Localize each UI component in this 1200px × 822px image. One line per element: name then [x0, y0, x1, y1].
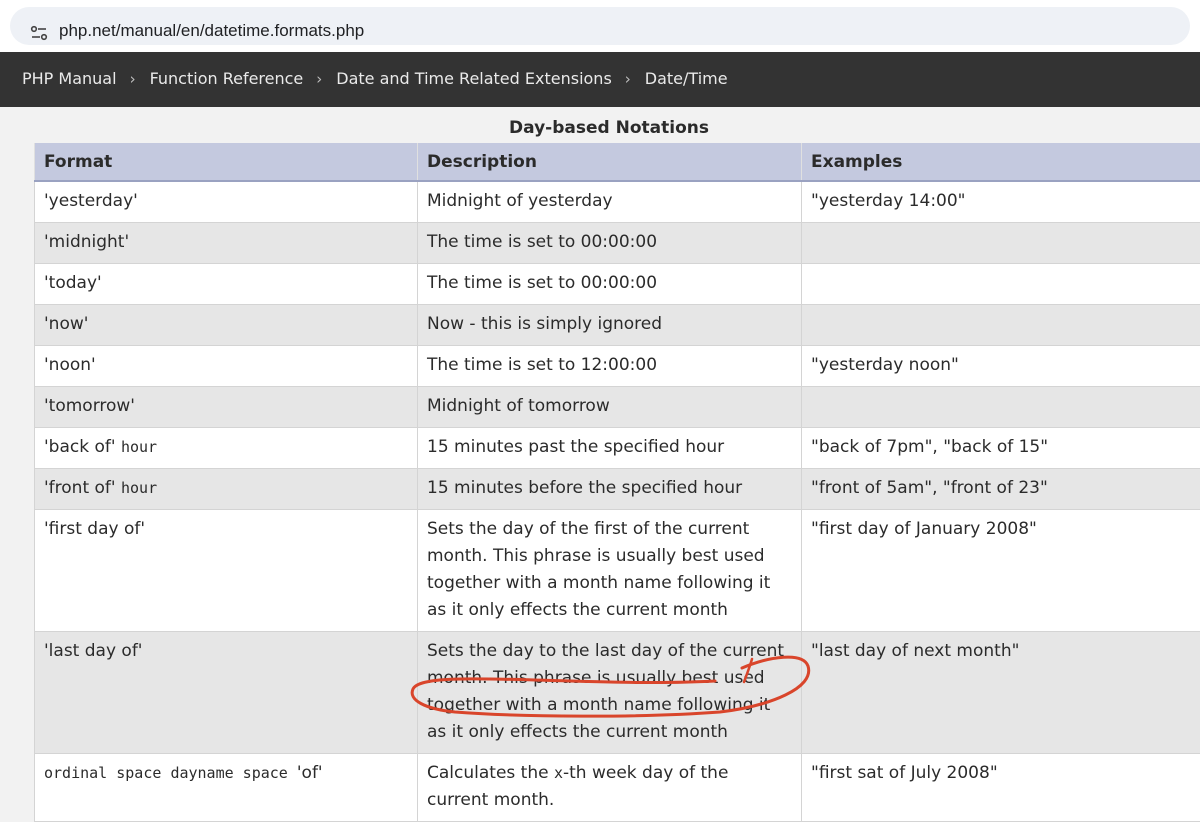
format-literal: 'front of' — [44, 478, 116, 498]
breadcrumb-separator: › — [316, 70, 322, 88]
description-cell: 15 minutes past the specified hour — [418, 428, 802, 469]
format-literal: 'back of' — [44, 437, 116, 457]
format-separator: space — [234, 764, 297, 782]
breadcrumb — [22, 69, 728, 88]
format-code: hour — [121, 479, 157, 497]
format-code: ordinal — [44, 764, 107, 782]
example-cell — [802, 223, 1200, 264]
table-row — [35, 632, 1200, 754]
description-cell: The time is set to 12:00:00 — [418, 346, 802, 387]
format-cell: 'midnight' — [35, 223, 418, 264]
format-code: dayname — [170, 764, 233, 782]
header-format: Format — [35, 143, 418, 181]
table-row — [35, 264, 1200, 305]
description-cell: 15 minutes before the specified hour — [418, 469, 802, 510]
table-row — [35, 387, 1200, 428]
format-literal: 'of' — [297, 763, 323, 783]
format-cell: 'yesterday' — [35, 181, 418, 223]
table-row — [35, 181, 1200, 223]
description-cell: Midnight of yesterday — [418, 181, 802, 223]
example-cell: "back of 7pm", "back of 15" — [802, 428, 1200, 469]
breadcrumb-function-reference[interactable]: Function Reference — [150, 69, 304, 88]
format-cell — [35, 428, 418, 469]
example-cell: "last day of next month" — [802, 632, 1200, 754]
header-description: Description — [418, 143, 802, 181]
url-field[interactable] — [10, 7, 1190, 45]
example-cell — [802, 387, 1200, 428]
breadcrumb-separator: › — [625, 70, 631, 88]
table-row — [35, 223, 1200, 264]
description-cell: The time is set to 00:00:00 — [418, 223, 802, 264]
format-cell: 'now' — [35, 305, 418, 346]
site-settings-icon[interactable] — [30, 23, 48, 43]
table-row — [35, 469, 1200, 510]
table-row — [35, 754, 1200, 822]
breadcrumb-date-time-extensions[interactable]: Date and Time Related Extensions — [336, 69, 612, 88]
table-row — [35, 346, 1200, 387]
table-row — [35, 305, 1200, 346]
description-cell — [418, 754, 802, 822]
example-cell: "first day of January 2008" — [802, 510, 1200, 632]
format-cell — [35, 469, 418, 510]
breadcrumb-bar — [0, 52, 1200, 107]
format-cell: 'tomorrow' — [35, 387, 418, 428]
example-cell: "yesterday noon" — [802, 346, 1200, 387]
description-cell: Midnight of tomorrow — [418, 387, 802, 428]
description-text: Calculates the — [427, 763, 554, 783]
table-row — [35, 428, 1200, 469]
format-cell: 'noon' — [35, 346, 418, 387]
breadcrumb-separator: › — [130, 70, 136, 88]
breadcrumb-php-manual[interactable]: PHP Manual — [22, 69, 117, 88]
format-cell: 'last day of' — [35, 632, 418, 754]
format-cell: 'first day of' — [35, 510, 418, 632]
table-caption: Day-based Notations — [0, 118, 1200, 138]
day-based-notations-table — [34, 143, 1200, 822]
description-code: x — [554, 764, 563, 782]
description-cell: The time is set to 00:00:00 — [418, 264, 802, 305]
example-cell — [802, 264, 1200, 305]
description-text: -th week day of the current month. — [427, 763, 728, 810]
example-cell — [802, 305, 1200, 346]
format-code: hour — [121, 438, 157, 456]
table-header-row — [35, 143, 1200, 181]
format-cell: 'today' — [35, 264, 418, 305]
breadcrumb-date-time[interactable]: Date/Time — [645, 69, 728, 88]
browser-address-bar — [0, 0, 1200, 52]
url-text: php.net/manual/en/datetime.formats.php — [59, 21, 364, 41]
example-cell: "yesterday 14:00" — [802, 181, 1200, 223]
description-cell: Sets the day of the first of the current month. This phrase is usually best used together with a month name following it as it only effects the current month — [418, 510, 802, 632]
format-cell — [35, 754, 418, 822]
example-cell: "first sat of July 2008" — [802, 754, 1200, 822]
format-separator: space — [107, 764, 170, 782]
description-cell: Now - this is simply ignored — [418, 305, 802, 346]
table-row — [35, 510, 1200, 632]
example-cell: "front of 5am", "front of 23" — [802, 469, 1200, 510]
description-cell: Sets the day to the last day of the current month. This phrase is usually best used together with a month name following it as it only effects the current month — [418, 632, 802, 754]
header-examples: Examples — [802, 143, 1200, 181]
